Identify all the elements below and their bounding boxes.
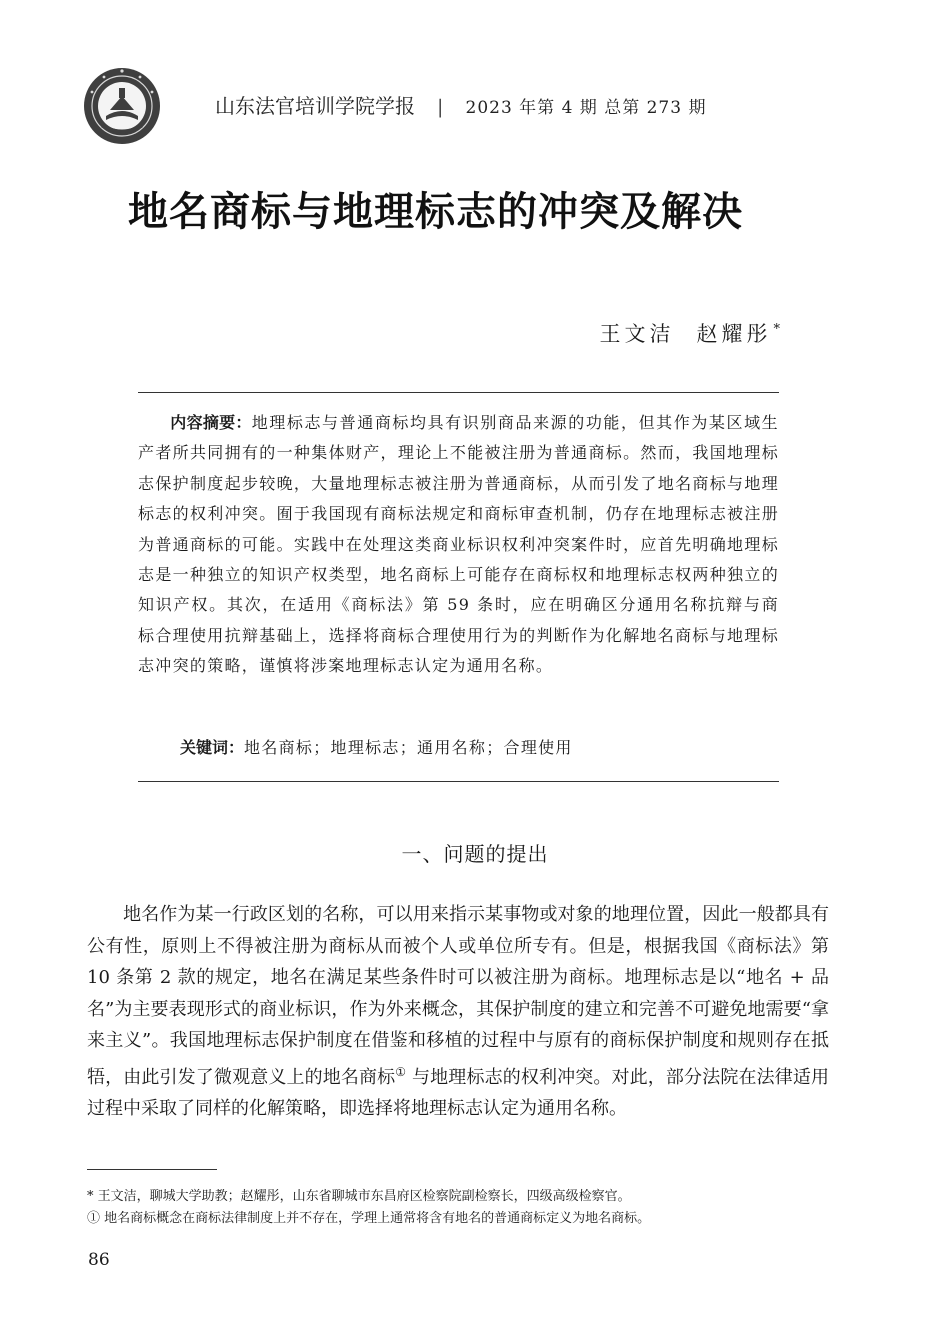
header-separator: | (437, 96, 444, 118)
author-2: 赵耀彤 (696, 322, 772, 346)
abstract-bottom-rule (138, 781, 779, 782)
abstract-top-rule (138, 392, 779, 393)
author-1: 王文洁 (599, 322, 675, 346)
footnote-1: ① 地名商标概念在商标法律制度上并不存在，学理上通常将含有地名的普通商标定义为地名商标。 (87, 1211, 651, 1226)
abstract (138, 408, 779, 682)
keywords-text: 地名商标；地理标志；通用名称；合理使用 (244, 738, 573, 757)
running-header (215, 90, 706, 119)
keywords-label: 关键词： (180, 738, 245, 757)
abstract-label: 内容摘要： (170, 413, 252, 432)
keywords (138, 735, 779, 758)
footnote-author: * 王文洁，聊城大学助教；赵耀彤，山东省聊城市东昌府区检察院副检察长，四级高级检察官。 (87, 1189, 631, 1204)
footnote-ref-1[interactable]: ① (395, 1064, 407, 1079)
body-text-part-1: 地名作为某一行政区划的名称，可以用来指示某事物或对象的地理位置，因此一般都具有公有性，原则上不得被注册为商标从而被个人或单位所专有。但是，根据我国《商标法》第 10 条第 2 款的规定，地名在满足某些条件时可以被注册为商标。地理标志是以“地名 + 品名”为主要表现形式的商业标识，作为外来概念，其保护制度的建立和完善不可避免地需要“拿来主义”。我国地理标志保护制度在借鉴和移植的过程中与原有的商标保护制度和规则存在抵牾，由此引发了微观意义上的地名商标 (87, 904, 829, 1088)
page-number: 86 (88, 1250, 110, 1270)
article-title: 地名商标与地理标志的冲突及解决 (128, 189, 743, 235)
journal-name: 山东法官培训学院学报 (215, 94, 415, 118)
journal-seal-logo-icon (82, 66, 162, 146)
footnote-separator (87, 1169, 217, 1170)
body-paragraph (87, 899, 829, 1125)
section-heading: 一、问题的提出 (401, 842, 549, 866)
author-line (600, 318, 781, 348)
body-text-part-2: 与地理标志的权利冲突。对此，部分法院在法律适用过程中采取了同样的化解策略，即选择将地理标志认定为通用名称。 (87, 1066, 829, 1119)
author-footnote-mark: * (773, 322, 780, 337)
abstract-text: 地理标志与普通商标均具有识别商品来源的功能，但其作为某区域生产者所共同拥有的一种集体财产，理论上不能被注册为普通商标。然而，我国地理标志保护制度起步较晚，大量地理标志被注册为普通商标，从而引发了地名商标与地理标志的权利冲突。囿于我国现有商标法规定和商标审查机制，仍存在地理标志被注册为普通商标的可能。实践中在处理这类商业标识权利冲突案件时，应首先明确地理标志是一种独立的知识产权类型，地名商标上可能存在商标权和地理标志权两种独立的知识产权。其次，在适用《商标法》第 59 条时，应在明确区分通用名称抗辩与商标合理使用抗辩基础上，选择将商标合理使用行为的判断作为化解地名商标与地理标志冲突的策略，谨慎将涉案地理标志认定为通用名称。 (138, 413, 779, 676)
issue-info: 2023 年第 4 期 总第 273 期 (465, 98, 707, 118)
